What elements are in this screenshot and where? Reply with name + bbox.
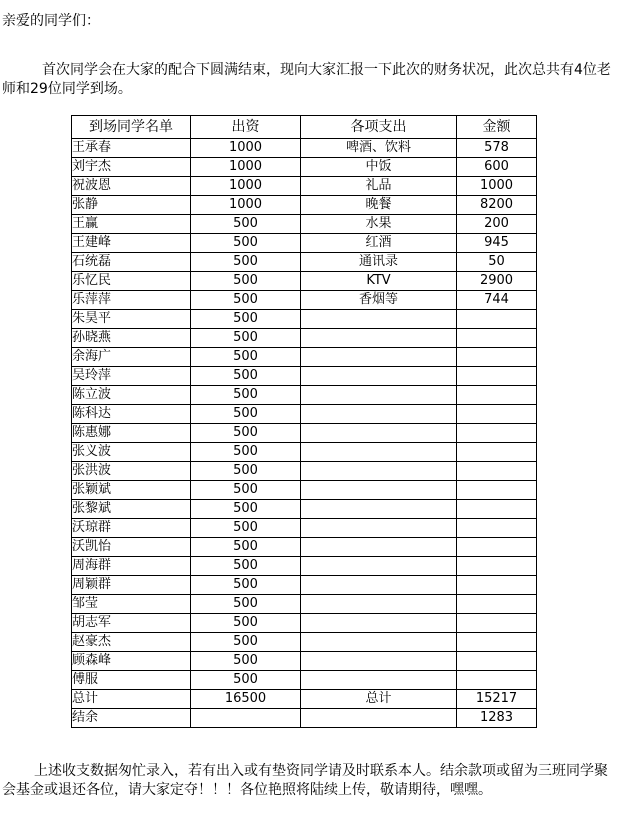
table-row: [72, 462, 537, 481]
closing-paragraph: 上述收支数据匆忙录入，若有出入或有垫资同学请及时联系本人。结余款项或留为三班同学聚会基金或退还各位，请大家定夺！！！各位艳照将陆续上传，敬请期待，嘿嘿。: [2, 763, 608, 798]
balance-row: [72, 709, 537, 728]
expense-amount: 744: [457, 291, 537, 310]
table-row: [72, 443, 537, 462]
contribution-value: 500: [191, 291, 301, 310]
expense-item: [301, 310, 457, 329]
expense-amount: [457, 424, 537, 443]
expense-amount: 945: [457, 234, 537, 253]
expense-item: [301, 443, 457, 462]
expense-item: [301, 329, 457, 348]
expense-amount: [457, 329, 537, 348]
attendee-name: 邹莹: [72, 595, 191, 614]
expense-amount: 600: [457, 158, 537, 177]
table-row: [72, 576, 537, 595]
table-row: [72, 139, 537, 158]
attendee-name: 顾森峰: [72, 652, 191, 671]
expense-item: 啤酒、饮料: [301, 139, 457, 158]
total-expense-amount: 15217: [457, 690, 537, 709]
table-row: [72, 538, 537, 557]
attendee-name: 张黎斌: [72, 500, 191, 519]
contribution-value: 500: [191, 443, 301, 462]
balance-empty-cell: [301, 709, 457, 728]
expense-item: KTV: [301, 272, 457, 291]
attendee-name: 陈惠娜: [72, 424, 191, 443]
table-row: [72, 386, 537, 405]
attendee-name: 赵豪杰: [72, 633, 191, 652]
expense-item: [301, 557, 457, 576]
contribution-value: 500: [191, 405, 301, 424]
table-row: [72, 405, 537, 424]
table-row: [72, 652, 537, 671]
expense-item: 香烟等: [301, 291, 457, 310]
contribution-value: 500: [191, 424, 301, 443]
table-row: [72, 158, 537, 177]
contribution-value: 1000: [191, 196, 301, 215]
attendee-name: 傅服: [72, 671, 191, 690]
expense-amount: 1000: [457, 177, 537, 196]
attendee-name: 张洪波: [72, 462, 191, 481]
expense-item: [301, 538, 457, 557]
expense-item: [301, 424, 457, 443]
expense-item: [301, 652, 457, 671]
expense-amount: [457, 405, 537, 424]
contribution-value: 500: [191, 576, 301, 595]
contribution-value: 500: [191, 215, 301, 234]
expense-amount: [457, 614, 537, 633]
expense-amount: [457, 462, 537, 481]
greeting: 亲爱的同学们：: [2, 13, 100, 29]
expense-amount: [457, 386, 537, 405]
expense-amount: [457, 595, 537, 614]
expense-item: [301, 481, 457, 500]
table-row: [72, 367, 537, 386]
finance-table: [71, 115, 537, 728]
expense-item: [301, 386, 457, 405]
attendee-name: 乐萍萍: [72, 291, 191, 310]
expense-item: [301, 519, 457, 538]
expense-item: [301, 500, 457, 519]
total-label: 总计: [72, 690, 191, 709]
balance-amount: 1283: [457, 709, 537, 728]
header-expense-items: 各项支出: [301, 116, 457, 139]
contribution-value: 500: [191, 595, 301, 614]
contribution-value: 500: [191, 500, 301, 519]
expense-amount: [457, 652, 537, 671]
contribution-value: 500: [191, 329, 301, 348]
expense-item: 晚餐: [301, 196, 457, 215]
table-row: [72, 633, 537, 652]
attendee-name: 祝波恩: [72, 177, 191, 196]
attendee-name: 沃凯怡: [72, 538, 191, 557]
expense-item: [301, 633, 457, 652]
expense-item: [301, 671, 457, 690]
expense-amount: [457, 481, 537, 500]
attendee-name: 王承春: [72, 139, 191, 158]
table-row: [72, 177, 537, 196]
attendee-name: 沃琼群: [72, 519, 191, 538]
attendee-name: 孙晓燕: [72, 329, 191, 348]
expense-amount: 50: [457, 253, 537, 272]
header-amount: 金额: [457, 116, 537, 139]
expense-item: [301, 405, 457, 424]
contribution-value: 500: [191, 519, 301, 538]
total-contribution: 16500: [191, 690, 301, 709]
attendee-name: 胡志军: [72, 614, 191, 633]
expense-amount: 2900: [457, 272, 537, 291]
expense-item: 水果: [301, 215, 457, 234]
table-row: [72, 310, 537, 329]
table-row: [72, 671, 537, 690]
table-row: [72, 253, 537, 272]
expense-item: [301, 576, 457, 595]
contribution-value: 500: [191, 234, 301, 253]
table-row: [72, 291, 537, 310]
expense-amount: [457, 671, 537, 690]
contribution-value: 500: [191, 367, 301, 386]
contribution-value: 500: [191, 253, 301, 272]
table-row: [72, 614, 537, 633]
total-row: [72, 690, 537, 709]
balance-empty-cell: [191, 709, 301, 728]
table-row: [72, 329, 537, 348]
attendee-name: 陈科达: [72, 405, 191, 424]
contribution-value: 500: [191, 538, 301, 557]
expense-amount: 578: [457, 139, 537, 158]
table-row: [72, 234, 537, 253]
contribution-value: 500: [191, 481, 301, 500]
expense-amount: 200: [457, 215, 537, 234]
expense-amount: [457, 500, 537, 519]
contribution-value: 500: [191, 348, 301, 367]
contribution-value: 500: [191, 671, 301, 690]
expense-item: 通讯录: [301, 253, 457, 272]
contribution-value: 1000: [191, 158, 301, 177]
expense-item: 红酒: [301, 234, 457, 253]
expense-item: [301, 595, 457, 614]
table-row: [72, 272, 537, 291]
table-row: [72, 424, 537, 443]
contribution-value: 500: [191, 386, 301, 405]
contribution-value: 1000: [191, 139, 301, 158]
expense-amount: [457, 538, 537, 557]
expense-amount: [457, 557, 537, 576]
contribution-value: 500: [191, 633, 301, 652]
table-row: [72, 519, 537, 538]
finance-table-body: [72, 116, 537, 728]
expense-item: [301, 367, 457, 386]
attendee-name: 张颖斌: [72, 481, 191, 500]
attendee-name: 吴玲萍: [72, 367, 191, 386]
table-row: [72, 196, 537, 215]
expense-amount: [457, 443, 537, 462]
intro-paragraph: 首次同学会在大家的配合下圆满结束，现向大家汇报一下此次的财务状况，此次总共有4位老师和29位同学到场。: [2, 62, 611, 97]
balance-label: 结余: [72, 709, 191, 728]
contribution-value: 500: [191, 272, 301, 291]
header-contribution: 出资: [191, 116, 301, 139]
attendee-name: 周海群: [72, 557, 191, 576]
expense-amount: 8200: [457, 196, 537, 215]
attendee-name: 王建峰: [72, 234, 191, 253]
table-row: [72, 348, 537, 367]
attendee-name: 张静: [72, 196, 191, 215]
table-row: [72, 557, 537, 576]
expense-item: [301, 348, 457, 367]
attendee-name: 石统磊: [72, 253, 191, 272]
attendee-name: 乐忆民: [72, 272, 191, 291]
contribution-value: 500: [191, 614, 301, 633]
total-expense-label: 总计: [301, 690, 457, 709]
expense-amount: [457, 348, 537, 367]
expense-item: [301, 462, 457, 481]
attendee-name: 陈立波: [72, 386, 191, 405]
contribution-value: 500: [191, 462, 301, 481]
attendee-name: 刘宇杰: [72, 158, 191, 177]
contribution-value: 500: [191, 310, 301, 329]
table-row: [72, 481, 537, 500]
table-row: [72, 215, 537, 234]
expense-item: 礼品: [301, 177, 457, 196]
attendee-name: 张义波: [72, 443, 191, 462]
table-header-row: [72, 116, 537, 139]
table-row: [72, 500, 537, 519]
table-row: [72, 595, 537, 614]
attendee-name: 朱昊平: [72, 310, 191, 329]
expense-amount: [457, 367, 537, 386]
contribution-value: 500: [191, 652, 301, 671]
expense-amount: [457, 310, 537, 329]
contribution-value: 1000: [191, 177, 301, 196]
attendee-name: 王赢: [72, 215, 191, 234]
attendee-name: 周颖群: [72, 576, 191, 595]
expense-amount: [457, 519, 537, 538]
expense-item: [301, 614, 457, 633]
contribution-value: 500: [191, 557, 301, 576]
expense-amount: [457, 633, 537, 652]
expense-amount: [457, 576, 537, 595]
expense-item: 中饭: [301, 158, 457, 177]
header-attendee-list: 到场同学名单: [72, 116, 191, 139]
attendee-name: 余海广: [72, 348, 191, 367]
